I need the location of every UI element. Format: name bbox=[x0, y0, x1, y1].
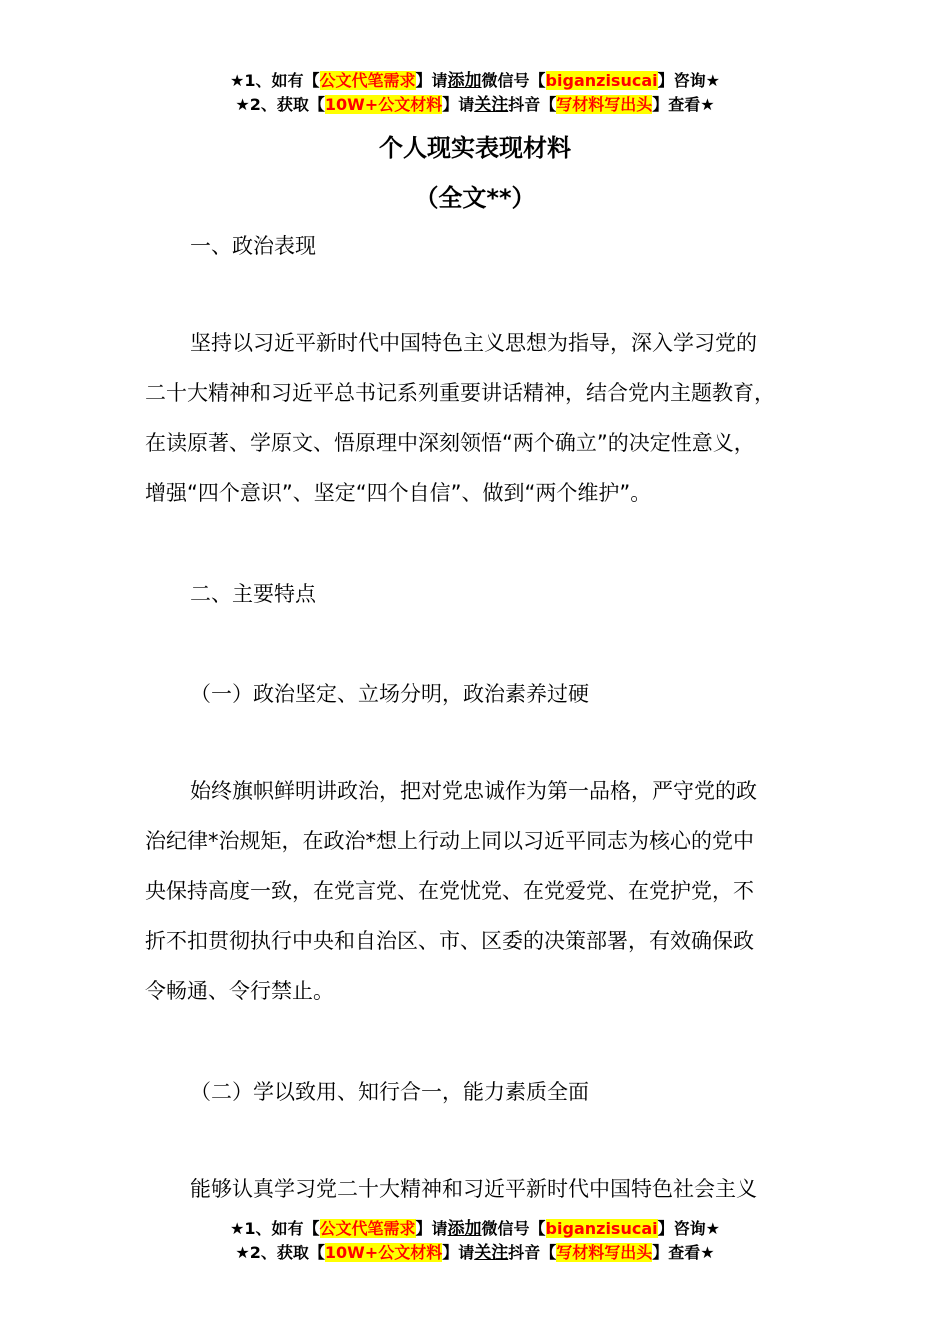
paragraph-1 bbox=[145, 318, 835, 518]
section-heading-1: 一、政治表现 bbox=[190, 234, 316, 258]
top-banner-line-1: ★1、如有【公文代笔需求】请添加微信号【biganzisucai】咨询★ bbox=[230, 71, 720, 91]
section-heading-2: 二、主要特点 bbox=[190, 582, 316, 606]
paragraph-line: 令畅通、令行禁止。 bbox=[145, 979, 334, 1003]
paragraph-line: 能够认真学习党二十大精神和习近平新时代中国特色社会主义 bbox=[190, 1177, 757, 1201]
paragraph-line: 在读原著、学原文、悟原理中深刻领悟“两个确立”的决定性意义， bbox=[145, 431, 755, 455]
paragraph-line: 坚持以习近平新时代中国特色主义思想为指导，深入学习党的 bbox=[190, 331, 757, 355]
subsection-heading-2: （二）学以致用、知行合一，能力素质全面 bbox=[190, 1080, 589, 1104]
paragraph-line: 央保持高度一致，在党言党、在党忧党、在党爱党、在党护党，不 bbox=[145, 879, 754, 903]
document-title: 个人现实表现材料 bbox=[379, 134, 571, 162]
paragraph-line: 折不扣贯彻执行中央和自治区、市、区委的决策部署，有效确保政 bbox=[145, 929, 754, 953]
bottom-banner-line-2: ★2、获取【10W+公文材料】请关注抖音【写材料写出头】查看★ bbox=[235, 1243, 715, 1263]
paragraph-line: 始终旗帜鲜明讲政治，把对党忠诚作为第一品格，严守党的政 bbox=[190, 779, 757, 803]
subsection-heading-1: （一）政治坚定、立场分明，政治素养过硬 bbox=[190, 682, 589, 706]
paragraph-2 bbox=[145, 766, 835, 1016]
document-subtitle: （全文**） bbox=[414, 184, 536, 212]
paragraph-line: 增强“四个意识”、坚定“四个自信”、做到“两个维护”。 bbox=[145, 481, 652, 505]
paragraph-line: 二十大精神和习近平总书记系列重要讲话精神，结合党内主题教育， bbox=[145, 381, 775, 405]
bottom-banner-line-1: ★1、如有【公文代笔需求】请添加微信号【biganzisucai】咨询★ bbox=[230, 1219, 720, 1239]
paragraph-line: 治纪律*治规矩，在政治*想上行动上同以习近平同志为核心的党中 bbox=[145, 829, 754, 853]
paragraph-3 bbox=[145, 1164, 835, 1214]
top-banner-line-2: ★2、获取【10W+公文材料】请关注抖音【写材料写出头】查看★ bbox=[235, 95, 715, 115]
